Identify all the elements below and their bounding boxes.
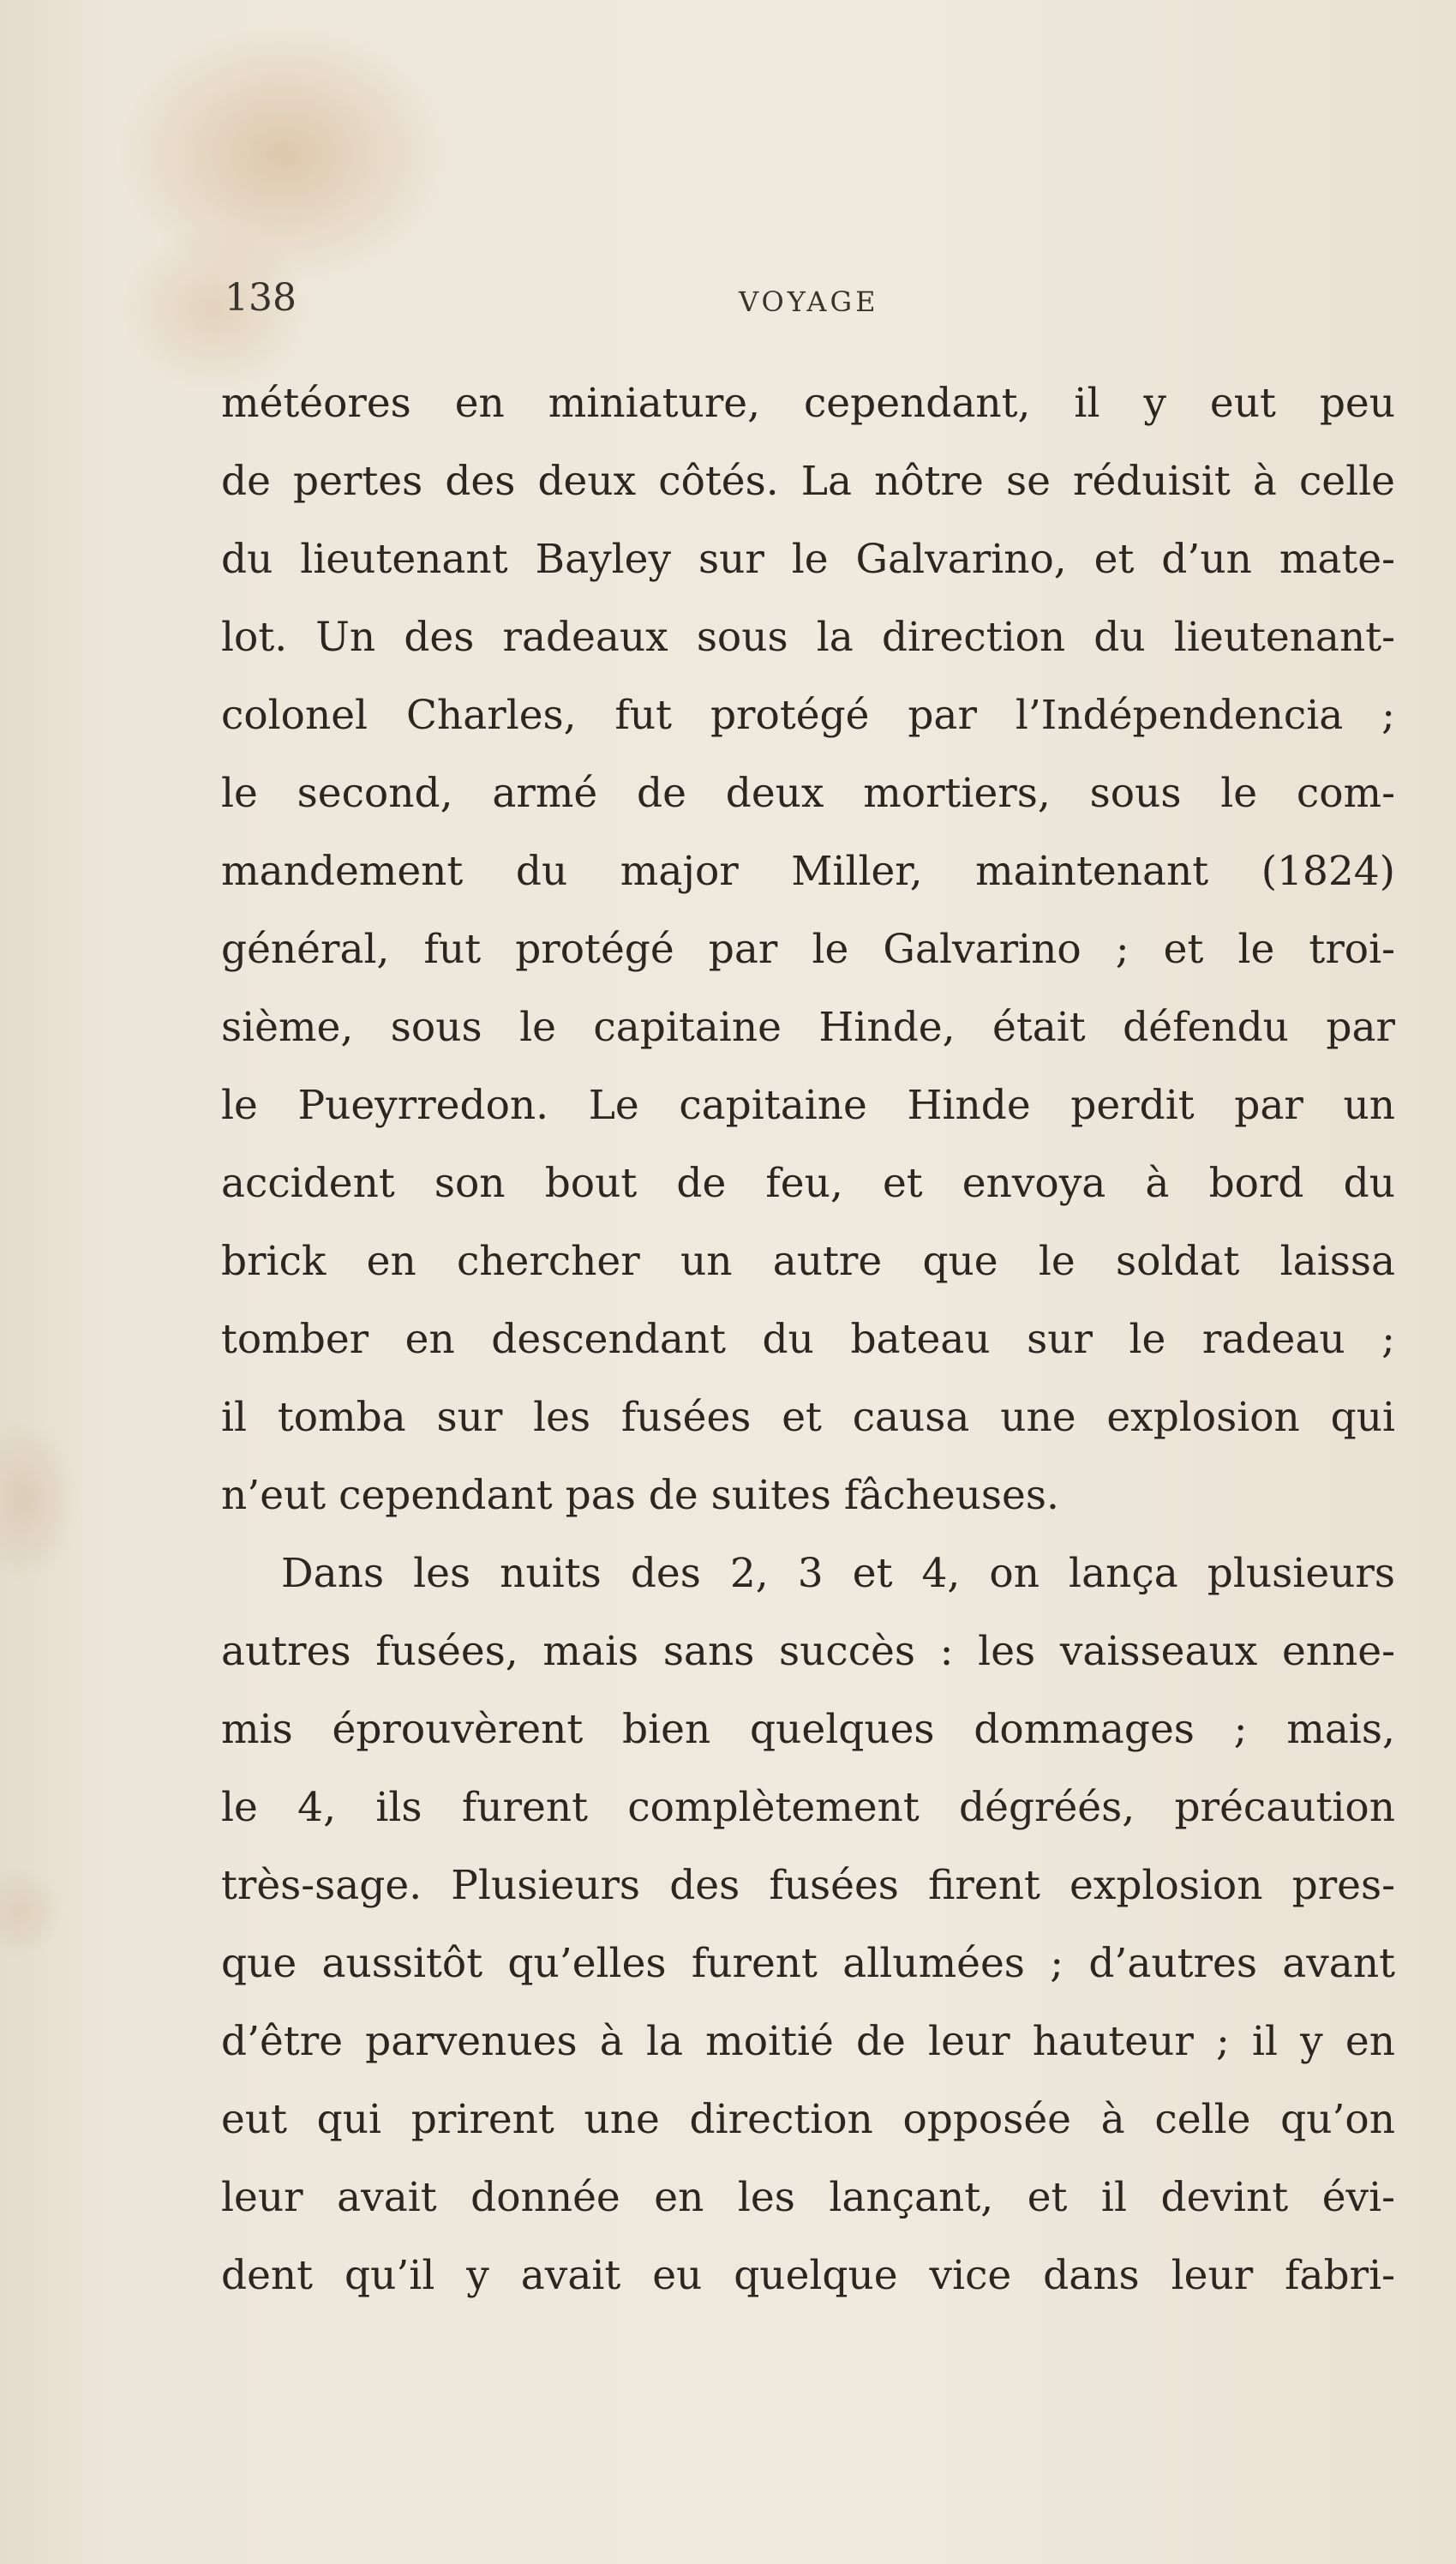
text-line: de pertes des deux côtés. La nôtre se réduisit à celle xyxy=(221,458,1395,505)
text-line: du lieutenant Bayley sur le Galvarino, et d’un mate- xyxy=(221,536,1395,583)
text-line: accident son bout de feu, et envoya à bord du xyxy=(221,1160,1395,1207)
text-line: il tomba sur les fusées et causa une explosion qui xyxy=(221,1394,1395,1441)
text-line: lot. Un des radeaux sous la direction du lieutenant- xyxy=(221,614,1395,661)
text-line: Dans les nuits des 2, 3 et 4, on lança plusieurs xyxy=(281,1550,1395,1597)
text-line: le Pueyrredon. Le capitaine Hinde perdit par un xyxy=(221,1082,1395,1129)
text-line: météores en miniature, cependant, il y eut peu xyxy=(221,380,1395,427)
text-line: d’être parvenues à la moitié de leur hauteur ; il y en xyxy=(221,2018,1395,2065)
text-line: n’eut cependant pas de suites fâcheuses. xyxy=(221,1472,1059,1519)
text-line: très-sage. Plusieurs des fusées firent explosion pres- xyxy=(221,1862,1395,1909)
body-text xyxy=(221,364,1395,2315)
running-title: VOYAGE xyxy=(739,285,879,318)
text-line: mandement du major Miller, maintenant (1824) xyxy=(221,848,1395,895)
text-line: mis éprouvèrent bien quelques dommages ; mais, xyxy=(221,1706,1395,1753)
page-number: 138 xyxy=(225,276,297,320)
text-line: dent qu’il y avait eu quelque vice dans leur fabri- xyxy=(221,2252,1395,2299)
text-line: général, fut protégé par le Galvarino ; et le troi- xyxy=(221,926,1395,973)
text-line: leur avait donnée en les lançant, et il devint évi- xyxy=(221,2174,1395,2221)
text-line: tomber en descendant du bateau sur le radeau ; xyxy=(221,1316,1395,1363)
text-line: colonel Charles, fut protégé par l’Indépendencia ; xyxy=(221,692,1395,739)
text-line: que aussitôt qu’elles furent allumées ; d’autres avant xyxy=(221,1940,1395,1987)
text-line: le 4, ils furent complètement dégréés, précaution xyxy=(221,1784,1395,1831)
text-line: eut qui prirent une direction opposée à celle qu’on xyxy=(221,2096,1395,2143)
text-line: brick en chercher un autre que le soldat laissa xyxy=(221,1238,1395,1285)
text-line: autres fusées, mais sans succès : les vaisseaux enne- xyxy=(221,1628,1395,1675)
text-line: le second, armé de deux mortiers, sous le com- xyxy=(221,770,1395,817)
text-line: sième, sous le capitaine Hinde, était défendu par xyxy=(221,1004,1395,1051)
running-head xyxy=(225,273,1407,324)
